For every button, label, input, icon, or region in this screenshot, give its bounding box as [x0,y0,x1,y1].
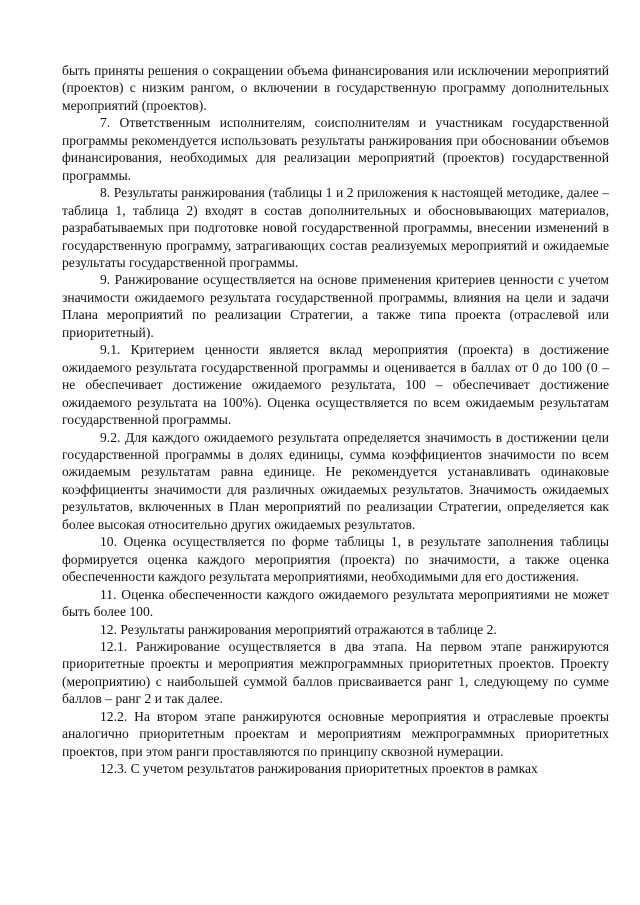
paragraph-12-2: 12.2. На втором этапе ранжируются основные мероприятия и отраслевые проекты аналогично приоритетным проектам и мероприятиям межпрограммных приоритетных проектов, при этом ранги проставляются по принципу сквозной нумерации. [62,708,609,759]
paragraph-9-2: 9.2. Для каждого ожидаемого результата определяется значимость в достижении цели государственной программы в долях единицы, сумма коэффициентов значимости по всем ожидаемым результатам равна единице. Не рекомендуется устанавливать одинаковые коэффициенты значимости для различных ожидаемых результатов. Значимость ожидаемых результатов, включенных в План мероприятий по реализации Стратегии, определяется как более высокая относительно других ожидаемых результатов. [62,429,609,532]
paragraph-8: 8. Результаты ранжирования (таблицы 1 и 2 приложения к настоящей методике, далее – таблица 1, таблица 2) входят в состав дополнительных и обосновывающих материалов, разрабатываемых при подготовке новой государственной программы, внесении изменений в государственную программу, затрагивающих состав реализуемых мероприятий и ожидаемые результаты государственной программы. [62,185,609,270]
paragraph-continuation: быть приняты решения о сокращении объема финансирования или исключении мероприятий (проектов) с низким рангом, о включении в государственную программу дополнительных мероприятий (проектов). [62,63,609,113]
paragraph-9-1: 9.1. Критерием ценности является вклад мероприятия (проекта) в достижение ожидаемого результата государственной программы и оценивается в баллах от 0 до 100 (0 – не обеспечивает достижение ожидаемого результата, 100 – обеспечивает достижение ожидаемого результата на 100%). Оценка осуществляется по всем ожидаемым результатам государственной программы. [62,342,609,428]
paragraph-7: 7. Ответственным исполнителям, соисполнителям и участникам государственной программы рекомендуется использовать результаты ранжирования при обосновании объемов финансирования, необходимых для реализации мероприятий (проектов) государственной программы. [62,115,609,183]
paragraph-9: 9. Ранжирование осуществляется на основе применения критериев ценности с учетом значимости ожидаемого результата государственной программы, влияния на цели и задачи Плана мероприятий по реализации Стратегии, а также типа проекта (отраслевой или приоритетный). [62,272,609,340]
paragraph-12-1: 12.1. Ранжирование осуществляется в два этапа. На первом этапе ранжируются приоритетные проекты и мероприятия межпрограммных приоритетных проектов. Проекту (мероприятию) с наибольшей суммой баллов присваивается ранг 1, следующему по сумме баллов – ранг 2 и так далее. [62,638,609,707]
paragraph-11: 11. Оценка обеспеченности каждого ожидаемого результата мероприятиями не может быть более 100. [62,586,609,620]
paragraph-12: 12. Результаты ранжирования мероприятий отражаются в таблице 2. [100,621,497,637]
paragraph-12-3: 12.3. С учетом результатов ранжирования приоритетных проектов в рамках [100,761,538,777]
paragraph-10: 10. Оценка осуществляется по форме таблицы 1, в результате заполнения таблицы формируется оценка каждого мероприятия (проекта) по значимости, а также оценка обеспеченности каждого результата мероприятиями, необходимыми для его достижения. [62,534,609,585]
